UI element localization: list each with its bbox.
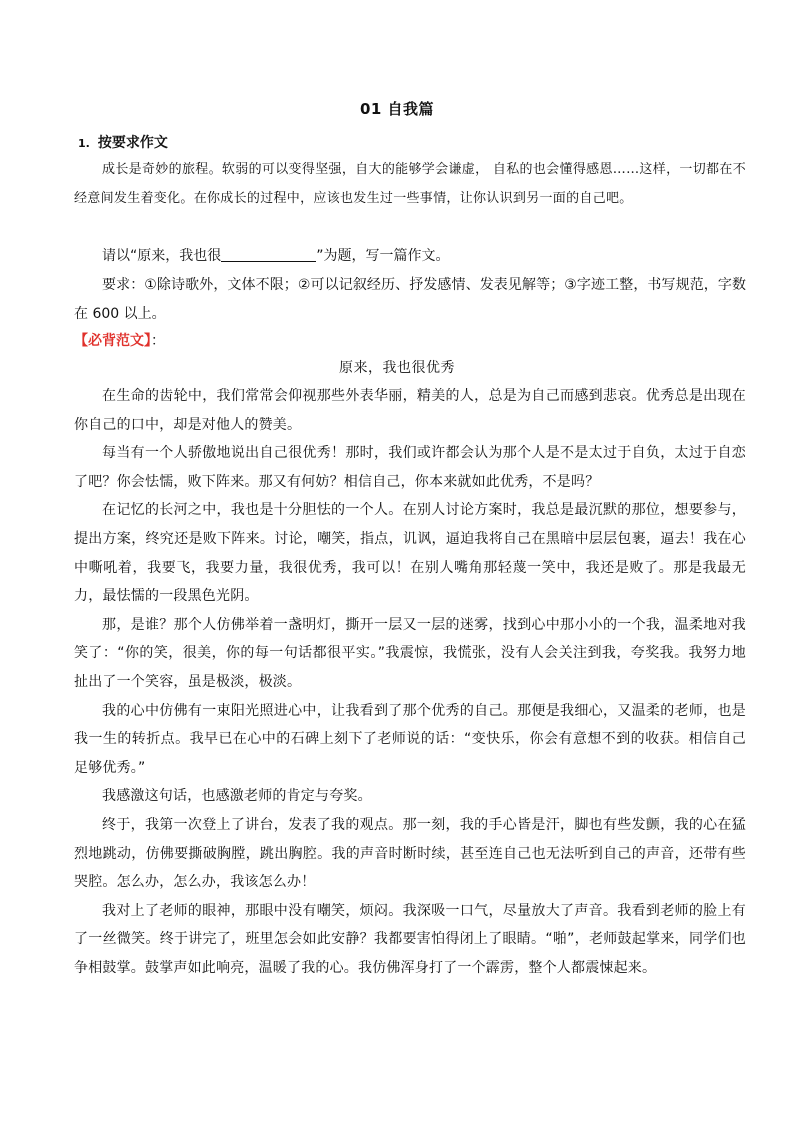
essay-paragraph: 我感激这句话，也感激老师的肯定与夸奖。 [102,788,372,805]
essay-paragraph: 那，是谁？那个人仿佛举着一盏明灯，撕开一层又一层的迷雾，找到心中那小小的一个我，温柔地对我笑了：“你的笑，很美，你的每一句话都很平实。”我震惊，我慌张，没有人会关注到我，夸奖我。我努力地扯出了一个笑容，虽是极淡，极淡。 [74,616,746,690]
question-heading [78,132,168,152]
prompt-task [74,242,746,271]
prompt-intro: 成长是奇妙的旅程。软弱的可以变得坚强，自大的能够学会谦虚， 自私的也会懂得感恩……这样，一切都在不经意间发生着变化。在你成长的过程中，应该也发生过一些事情，让你认识到另一面的自己吧。 [74,162,746,206]
essay-paragraph: 在记忆的长河之中，我也是十分胆怯的一个人。在别人讨论方案时，我总是最沉默的那位，想要参与，提出方案，终究还是败下阵来。讨论，嘲笑，指点，讥讽，逼迫我将自己在黑暗中层层包裹，逼去！我在心中嘶吼着，我要飞，我要力量，我很优秀，我可以！在别人嘴角那轻蔑一笑中，我还是败了。那是我最无力，最怯懦的一段黑色光阴。 [74,502,746,605]
sample-label-text: 【必背范文】 [74,333,151,349]
essay-body [74,382,746,982]
essay-paragraph: 每当有一个人骄傲地说出自己很优秀！那时，我们或许都会认为那个人是不是太过于自负，太过于自恋了吧？你会怯懦，败下阵来。那又有何妨？相信自己，你本来就如此优秀，不是吗？ [74,445,746,490]
sample-label-colon: ： [151,333,165,349]
essay-paragraph: 我对上了老师的眼神，那眼中没有嘲笑，烦闷。我深吸一口气，尽量放大了声音。我看到老师的脸上有了一丝微笑。终于讲完了，班里怎会如此安静？我都要害怕得闭上了眼睛。“啪”，老师鼓起掌来，同学们也争相鼓掌。鼓掌声如此响亮，温暖了我的心。我仿佛浑身打了一个霹雳，整个人都震悚起来。 [74,902,746,976]
essay-paragraph: 在生命的齿轮中，我们常常会仰视那些外表华丽，精美的人，总是为自己而感到悲哀。优秀总是出现在你自己的口中，却是对他人的赞美。 [74,388,746,433]
essay-paragraph: 我的心中仿佛有一束阳光照进心中，让我看到了那个优秀的自己。那便是我细心，又温柔的老师，也是我一生的转折点。我早已在心中的石碑上刻下了老师说的话：“变快乐，你会有意想不到的收获。相信自己足够优秀。” [74,702,746,776]
prompt-task-before: 请以“原来，我也很 [102,248,222,264]
question-heading-text: 按要求作文 [97,135,168,151]
prompt-task-after: ”为题，写一篇作文。 [316,248,450,264]
prompt-requirements: 要求：①除诗歌外，文体不限；②可以记叙经历、抒发感情、发表见解等；③字迹工整，书写规范，字数在 600 以上。 [74,277,746,322]
question-number: 1. [78,137,90,150]
essay-title: 原来，我也很优秀 [339,360,455,376]
essay-paragraph: 终于，我第一次登上了讲台，发表了我的观点。那一刻，我的手心皆是汗，脚也有些发颤，我的心在猛烈地跳动，仿佛要撕破胸膛，跳出胸腔。我的声音时断时续，甚至连自己也无法听到自己的声音，还带有些哭腔。怎么办，怎么办，我该怎么办！ [74,816,746,891]
sample-essay-label [74,330,165,350]
page-title: 01 自我篇 [359,100,435,118]
answer-blank [221,247,316,262]
